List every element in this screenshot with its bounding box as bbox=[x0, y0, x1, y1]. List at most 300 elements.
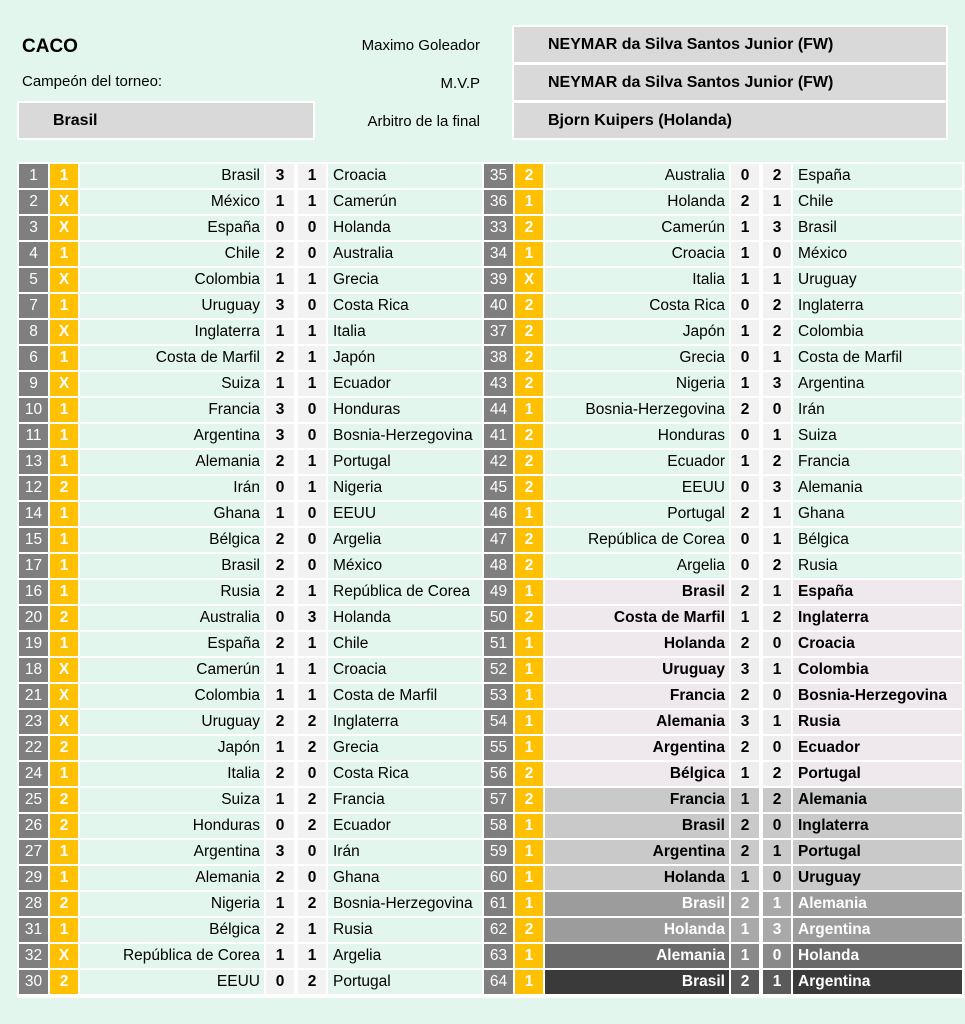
match-result-pick: X bbox=[50, 190, 78, 214]
match-result-pick: 2 bbox=[50, 606, 78, 630]
home-team: Honduras bbox=[545, 424, 729, 448]
home-score: 1 bbox=[731, 944, 759, 968]
home-team: República de Corea bbox=[545, 528, 729, 552]
away-score: 1 bbox=[298, 476, 326, 500]
away-team: Croacia bbox=[328, 164, 497, 188]
home-team: Uruguay bbox=[80, 294, 264, 318]
home-score: 3 bbox=[266, 398, 294, 422]
away-team: Alemania bbox=[793, 788, 962, 812]
away-team: Costa de Marfil bbox=[328, 684, 497, 708]
match-row bbox=[482, 866, 964, 890]
away-team: Holanda bbox=[328, 216, 497, 240]
match-result-pick: 1 bbox=[50, 346, 78, 370]
home-score: 2 bbox=[266, 242, 294, 266]
home-team: Nigeria bbox=[545, 372, 729, 396]
home-score: 1 bbox=[731, 788, 759, 812]
home-team: Camerún bbox=[80, 658, 264, 682]
match-number: 19 bbox=[19, 632, 48, 656]
home-team: Grecia bbox=[545, 346, 729, 370]
away-team: Ecuador bbox=[328, 372, 497, 396]
home-team: Irán bbox=[80, 476, 264, 500]
match-row bbox=[482, 164, 964, 188]
match-number: 36 bbox=[484, 190, 513, 214]
home-score: 2 bbox=[266, 918, 294, 942]
home-score: 0 bbox=[266, 814, 294, 838]
home-score: 1 bbox=[731, 216, 759, 240]
home-team: Alemania bbox=[545, 944, 729, 968]
match-number: 47 bbox=[484, 528, 513, 552]
match-row bbox=[482, 242, 964, 266]
away-score: 0 bbox=[298, 398, 326, 422]
match-row bbox=[482, 294, 964, 318]
home-team: Honduras bbox=[80, 814, 264, 838]
match-number: 4 bbox=[19, 242, 48, 266]
home-score: 1 bbox=[731, 268, 759, 292]
match-number: 25 bbox=[19, 788, 48, 812]
match-number: 21 bbox=[19, 684, 48, 708]
home-score: 1 bbox=[266, 320, 294, 344]
home-team: Colombia bbox=[80, 684, 264, 708]
match-result-pick: 1 bbox=[515, 736, 543, 760]
match-result-pick: 1 bbox=[50, 554, 78, 578]
match-result-pick: 1 bbox=[515, 684, 543, 708]
match-number: 50 bbox=[484, 606, 513, 630]
match-row bbox=[482, 190, 964, 214]
match-row bbox=[17, 502, 499, 526]
match-number: 1 bbox=[19, 164, 48, 188]
away-score: 0 bbox=[298, 528, 326, 552]
match-row bbox=[17, 190, 499, 214]
match-number: 29 bbox=[19, 866, 48, 890]
match-row bbox=[482, 554, 964, 578]
match-number: 56 bbox=[484, 762, 513, 786]
home-team: Ghana bbox=[80, 502, 264, 526]
match-row bbox=[482, 268, 964, 292]
home-score: 0 bbox=[731, 528, 759, 552]
match-number: 28 bbox=[19, 892, 48, 916]
match-result-pick: 2 bbox=[515, 918, 543, 942]
match-result-pick: 1 bbox=[515, 398, 543, 422]
away-team: Croacia bbox=[328, 658, 497, 682]
match-result-pick: 1 bbox=[50, 632, 78, 656]
away-team: Rusia bbox=[793, 710, 962, 734]
home-team: Argelia bbox=[545, 554, 729, 578]
match-row bbox=[17, 840, 499, 864]
match-result-pick: 1 bbox=[50, 762, 78, 786]
match-number: 13 bbox=[19, 450, 48, 474]
match-row bbox=[482, 918, 964, 942]
away-team: Portugal bbox=[793, 762, 962, 786]
match-row bbox=[17, 814, 499, 838]
away-score: 0 bbox=[298, 762, 326, 786]
home-team: Alemania bbox=[80, 866, 264, 890]
top-scorer-text: NEYMAR da Silva Santos Junior (FW) bbox=[548, 35, 834, 53]
away-team: Grecia bbox=[328, 736, 497, 760]
top-scorer-label: Maximo Goleador bbox=[361, 37, 480, 54]
away-team: Uruguay bbox=[793, 268, 962, 292]
home-team: Bélgica bbox=[545, 762, 729, 786]
match-number: 20 bbox=[19, 606, 48, 630]
home-score: 0 bbox=[731, 164, 759, 188]
match-number: 22 bbox=[19, 736, 48, 760]
home-score: 1 bbox=[731, 918, 759, 942]
match-row bbox=[482, 814, 964, 838]
home-score: 2 bbox=[731, 684, 759, 708]
home-score: 1 bbox=[266, 658, 294, 682]
home-team: Argentina bbox=[545, 840, 729, 864]
match-number: 45 bbox=[484, 476, 513, 500]
away-score: 1 bbox=[298, 632, 326, 656]
home-score: 2 bbox=[266, 632, 294, 656]
away-score: 2 bbox=[298, 788, 326, 812]
away-team: Bosnia-Herzegovina bbox=[328, 424, 497, 448]
home-score: 0 bbox=[266, 216, 294, 240]
away-score: 0 bbox=[763, 944, 791, 968]
match-row bbox=[17, 580, 499, 604]
home-score: 1 bbox=[266, 372, 294, 396]
home-score: 2 bbox=[266, 866, 294, 890]
home-team: Costa Rica bbox=[545, 294, 729, 318]
match-result-pick: 1 bbox=[515, 710, 543, 734]
away-team: Francia bbox=[793, 450, 962, 474]
match-row bbox=[17, 450, 499, 474]
match-number: 7 bbox=[19, 294, 48, 318]
away-team: Camerún bbox=[328, 190, 497, 214]
match-number: 35 bbox=[484, 164, 513, 188]
home-score: 2 bbox=[731, 190, 759, 214]
away-team: Grecia bbox=[328, 268, 497, 292]
match-result-pick: 2 bbox=[515, 424, 543, 448]
match-number: 46 bbox=[484, 502, 513, 526]
away-team: Argelia bbox=[328, 944, 497, 968]
away-team: España bbox=[793, 580, 962, 604]
away-team: Brasil bbox=[793, 216, 962, 240]
home-score: 2 bbox=[731, 398, 759, 422]
home-team: Uruguay bbox=[545, 658, 729, 682]
away-score: 2 bbox=[763, 788, 791, 812]
away-score: 1 bbox=[763, 658, 791, 682]
away-score: 1 bbox=[763, 424, 791, 448]
match-number: 49 bbox=[484, 580, 513, 604]
away-score: 3 bbox=[763, 476, 791, 500]
match-number: 59 bbox=[484, 840, 513, 864]
home-score: 2 bbox=[731, 580, 759, 604]
match-result-pick: X bbox=[50, 944, 78, 968]
match-row bbox=[482, 892, 964, 916]
match-number: 18 bbox=[19, 658, 48, 682]
away-score: 1 bbox=[763, 528, 791, 552]
match-number: 34 bbox=[484, 242, 513, 266]
match-number: 53 bbox=[484, 684, 513, 708]
home-team: Rusia bbox=[80, 580, 264, 604]
match-row bbox=[482, 346, 964, 370]
away-team: Japón bbox=[328, 346, 497, 370]
away-team: Honduras bbox=[328, 398, 497, 422]
away-team: Australia bbox=[328, 242, 497, 266]
match-result-pick: X bbox=[50, 372, 78, 396]
match-row bbox=[17, 658, 499, 682]
home-team: Holanda bbox=[545, 190, 729, 214]
away-score: 1 bbox=[298, 190, 326, 214]
away-score: 0 bbox=[763, 814, 791, 838]
home-team: Costa de Marfil bbox=[545, 606, 729, 630]
away-score: 0 bbox=[298, 502, 326, 526]
away-score: 2 bbox=[763, 164, 791, 188]
match-row bbox=[17, 684, 499, 708]
home-score: 1 bbox=[731, 866, 759, 890]
away-score: 3 bbox=[763, 216, 791, 240]
home-team: Bélgica bbox=[80, 918, 264, 942]
away-team: Portugal bbox=[328, 450, 497, 474]
match-result-pick: 2 bbox=[515, 476, 543, 500]
match-number: 32 bbox=[19, 944, 48, 968]
away-team: Rusia bbox=[793, 554, 962, 578]
home-score: 2 bbox=[731, 502, 759, 526]
mvp-value bbox=[512, 63, 948, 102]
away-team: Costa Rica bbox=[328, 294, 497, 318]
home-score: 0 bbox=[731, 424, 759, 448]
match-row bbox=[482, 788, 964, 812]
home-team: Bélgica bbox=[80, 528, 264, 552]
match-number: 61 bbox=[484, 892, 513, 916]
home-score: 2 bbox=[266, 346, 294, 370]
away-score: 1 bbox=[298, 944, 326, 968]
away-score: 2 bbox=[763, 606, 791, 630]
away-team: EEUU bbox=[328, 502, 497, 526]
home-team: Brasil bbox=[80, 164, 264, 188]
home-score: 2 bbox=[266, 710, 294, 734]
home-team: Brasil bbox=[545, 892, 729, 916]
away-team: Alemania bbox=[793, 892, 962, 916]
match-result-pick: 1 bbox=[515, 814, 543, 838]
home-score: 0 bbox=[731, 346, 759, 370]
match-row bbox=[482, 840, 964, 864]
match-number: 24 bbox=[19, 762, 48, 786]
match-row bbox=[482, 632, 964, 656]
home-team: Argentina bbox=[545, 736, 729, 760]
match-result-pick: 1 bbox=[515, 840, 543, 864]
match-number: 40 bbox=[484, 294, 513, 318]
away-score: 1 bbox=[298, 320, 326, 344]
match-number: 11 bbox=[19, 424, 48, 448]
match-result-pick: 1 bbox=[50, 398, 78, 422]
away-score: 1 bbox=[298, 346, 326, 370]
away-team: Argentina bbox=[793, 918, 962, 942]
away-team: República de Corea bbox=[328, 580, 497, 604]
match-number: 6 bbox=[19, 346, 48, 370]
home-score: 3 bbox=[266, 294, 294, 318]
match-number: 16 bbox=[19, 580, 48, 604]
match-result-pick: X bbox=[50, 658, 78, 682]
away-score: 1 bbox=[298, 450, 326, 474]
home-score: 3 bbox=[731, 658, 759, 682]
match-row bbox=[17, 788, 499, 812]
match-row bbox=[482, 216, 964, 240]
away-score: 1 bbox=[298, 918, 326, 942]
match-row bbox=[482, 970, 964, 994]
match-result-pick: 2 bbox=[515, 450, 543, 474]
away-team: Inglaterra bbox=[328, 710, 497, 734]
away-team: Inglaterra bbox=[793, 294, 962, 318]
match-number: 54 bbox=[484, 710, 513, 734]
match-row bbox=[482, 450, 964, 474]
away-team: Argelia bbox=[328, 528, 497, 552]
champion-label: Campeón del torneo: bbox=[22, 73, 163, 90]
home-score: 2 bbox=[266, 528, 294, 552]
match-result-pick: 1 bbox=[515, 970, 543, 994]
home-score: 0 bbox=[731, 476, 759, 500]
home-score: 1 bbox=[266, 944, 294, 968]
champion-text: Brasil bbox=[53, 111, 98, 129]
home-team: Argentina bbox=[80, 424, 264, 448]
away-score: 1 bbox=[763, 892, 791, 916]
away-team: México bbox=[793, 242, 962, 266]
home-team: EEUU bbox=[80, 970, 264, 994]
home-team: EEUU bbox=[545, 476, 729, 500]
away-score: 1 bbox=[298, 580, 326, 604]
match-row bbox=[17, 424, 499, 448]
home-score: 1 bbox=[266, 684, 294, 708]
home-team: Portugal bbox=[545, 502, 729, 526]
match-number: 55 bbox=[484, 736, 513, 760]
match-row bbox=[482, 528, 964, 552]
match-number: 2 bbox=[19, 190, 48, 214]
away-score: 0 bbox=[298, 294, 326, 318]
match-row bbox=[17, 944, 499, 968]
home-team: México bbox=[80, 190, 264, 214]
match-row bbox=[482, 502, 964, 526]
match-result-pick: X bbox=[515, 268, 543, 292]
match-result-pick: 2 bbox=[50, 970, 78, 994]
away-score: 2 bbox=[763, 320, 791, 344]
home-team: España bbox=[80, 216, 264, 240]
match-row bbox=[17, 528, 499, 552]
match-result-pick: 1 bbox=[515, 632, 543, 656]
home-score: 1 bbox=[266, 788, 294, 812]
away-score: 1 bbox=[763, 346, 791, 370]
home-team: Alemania bbox=[545, 710, 729, 734]
home-team: Colombia bbox=[80, 268, 264, 292]
match-row bbox=[482, 476, 964, 500]
match-result-pick: 2 bbox=[50, 476, 78, 500]
match-number: 44 bbox=[484, 398, 513, 422]
home-team: Francia bbox=[80, 398, 264, 422]
match-result-pick: 1 bbox=[515, 944, 543, 968]
home-team: Alemania bbox=[80, 450, 264, 474]
away-score: 0 bbox=[298, 424, 326, 448]
home-score: 1 bbox=[266, 736, 294, 760]
away-score: 3 bbox=[763, 918, 791, 942]
match-number: 52 bbox=[484, 658, 513, 682]
home-team: Australia bbox=[545, 164, 729, 188]
away-score: 0 bbox=[763, 398, 791, 422]
home-team: Italia bbox=[80, 762, 264, 786]
away-team: Bélgica bbox=[793, 528, 962, 552]
away-team: Inglaterra bbox=[793, 606, 962, 630]
away-team: Nigeria bbox=[328, 476, 497, 500]
match-result-pick: 1 bbox=[50, 294, 78, 318]
match-number: 3 bbox=[19, 216, 48, 240]
away-team: Irán bbox=[328, 840, 497, 864]
away-team: Ghana bbox=[328, 866, 497, 890]
away-score: 2 bbox=[763, 554, 791, 578]
away-score: 0 bbox=[298, 242, 326, 266]
match-number: 15 bbox=[19, 528, 48, 552]
away-score: 0 bbox=[298, 866, 326, 890]
home-score: 1 bbox=[266, 190, 294, 214]
away-score: 0 bbox=[763, 242, 791, 266]
home-score: 3 bbox=[266, 424, 294, 448]
home-score: 2 bbox=[266, 450, 294, 474]
away-team: Alemania bbox=[793, 476, 962, 500]
away-team: Ecuador bbox=[328, 814, 497, 838]
away-score: 0 bbox=[763, 736, 791, 760]
away-score: 1 bbox=[763, 840, 791, 864]
match-number: 27 bbox=[19, 840, 48, 864]
away-team: México bbox=[328, 554, 497, 578]
away-score: 2 bbox=[298, 814, 326, 838]
away-team: Portugal bbox=[328, 970, 497, 994]
match-row bbox=[17, 918, 499, 942]
home-score: 2 bbox=[731, 840, 759, 864]
match-result-pick: 2 bbox=[515, 606, 543, 630]
match-row bbox=[17, 372, 499, 396]
away-score: 0 bbox=[763, 684, 791, 708]
match-result-pick: 2 bbox=[515, 164, 543, 188]
match-result-pick: 1 bbox=[50, 580, 78, 604]
match-number: 17 bbox=[19, 554, 48, 578]
away-score: 1 bbox=[298, 372, 326, 396]
away-score: 0 bbox=[298, 216, 326, 240]
match-row bbox=[482, 424, 964, 448]
match-number: 31 bbox=[19, 918, 48, 942]
home-team: Italia bbox=[545, 268, 729, 292]
match-row bbox=[482, 398, 964, 422]
away-score: 0 bbox=[763, 866, 791, 890]
away-score: 1 bbox=[763, 580, 791, 604]
away-score: 2 bbox=[763, 762, 791, 786]
match-row bbox=[17, 970, 499, 994]
home-score: 1 bbox=[266, 268, 294, 292]
away-score: 1 bbox=[298, 658, 326, 682]
match-row bbox=[482, 580, 964, 604]
match-number: 51 bbox=[484, 632, 513, 656]
away-team: Rusia bbox=[328, 918, 497, 942]
match-result-pick: 2 bbox=[515, 788, 543, 812]
right-match-table bbox=[482, 162, 964, 998]
home-score: 1 bbox=[731, 762, 759, 786]
match-number: 23 bbox=[19, 710, 48, 734]
home-score: 0 bbox=[731, 554, 759, 578]
match-number: 12 bbox=[19, 476, 48, 500]
home-team: Suiza bbox=[80, 372, 264, 396]
away-team: Bosnia-Herzegovina bbox=[328, 892, 497, 916]
home-team: Suiza bbox=[80, 788, 264, 812]
match-row bbox=[17, 164, 499, 188]
match-row bbox=[17, 710, 499, 734]
match-result-pick: 1 bbox=[515, 580, 543, 604]
match-number: 10 bbox=[19, 398, 48, 422]
away-team: Argentina bbox=[793, 970, 962, 994]
home-team: Francia bbox=[545, 684, 729, 708]
home-score: 3 bbox=[266, 164, 294, 188]
mvp-label: M.V.P bbox=[440, 75, 480, 92]
away-team: Ghana bbox=[793, 502, 962, 526]
match-number: 39 bbox=[484, 268, 513, 292]
away-score: 1 bbox=[298, 268, 326, 292]
home-team: Japón bbox=[545, 320, 729, 344]
match-result-pick: 1 bbox=[50, 840, 78, 864]
